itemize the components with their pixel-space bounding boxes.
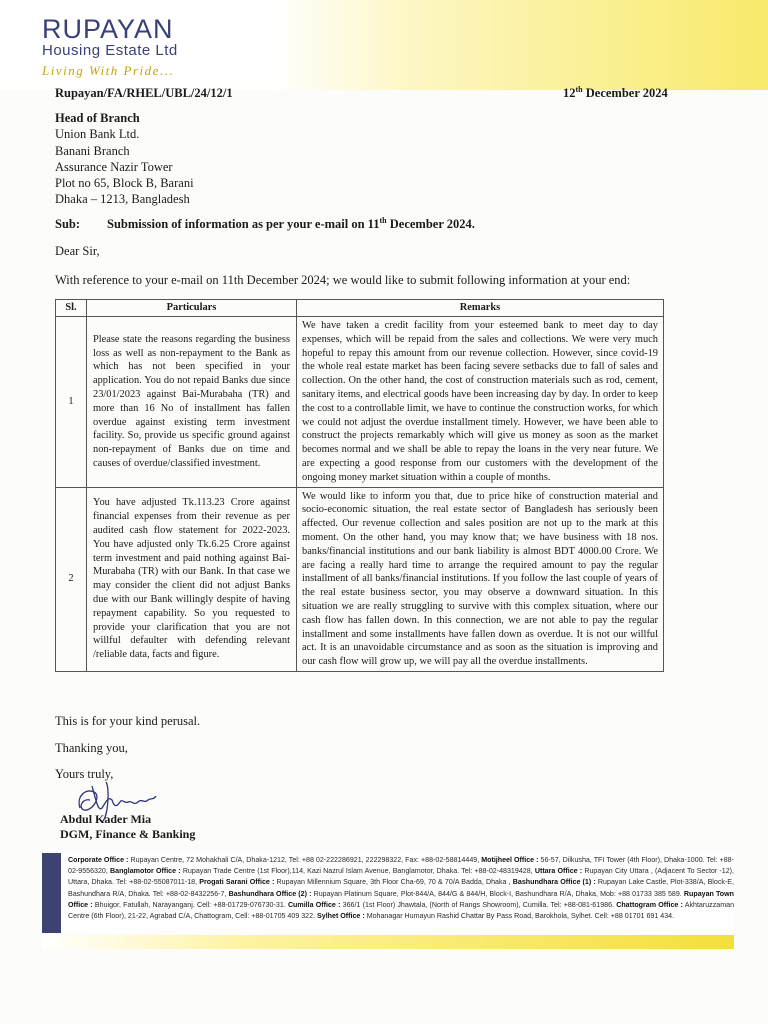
office-label: Uttara Office : xyxy=(534,867,583,876)
row-sl: 2 xyxy=(56,487,87,671)
table-row xyxy=(56,317,664,488)
office-label: Corporate Office : xyxy=(68,856,129,864)
office-label: Cumilla Office : xyxy=(287,900,341,909)
salutation: Dear Sir, xyxy=(55,244,100,258)
recipient-address xyxy=(55,110,194,208)
recipient-title: Head of Branch xyxy=(55,111,140,125)
table-row xyxy=(56,487,664,671)
closing-perusal: This is for your kind perusal. xyxy=(55,714,201,728)
office-text: Rupayan Centre, 72 Mohakhali C/A, Dhaka-1212, Tel: +88 02-222286921, 222298322, Fax: +88-02-58814449, xyxy=(128,856,482,864)
footer-yellow-band xyxy=(42,935,734,949)
office-label: Bashundhara Office (1) : xyxy=(512,878,596,887)
logo-tagline: Living With Pride... xyxy=(42,63,175,78)
footer-text xyxy=(68,855,734,922)
office-text: Rupayan Trade Centre (1st Floor),114, Kazi Nazrul Islam Avenue, Banglamotor, Dhaka. Tel: +88-02-48319428, xyxy=(180,867,535,876)
signer-name: Abdul Kader Mia xyxy=(60,812,152,826)
date-suffix: th xyxy=(575,85,583,94)
signer-title: DGM, Finance & Banking xyxy=(60,827,196,841)
office-text: Bhuigor, Fatullah, Narayanganj. Cell: +88-01729-076730-31. xyxy=(92,900,288,909)
address-line: Dhaka – 1213, Bangladesh xyxy=(55,192,190,207)
header-remarks: Remarks xyxy=(297,300,664,317)
office-label: Rupayan Town Office : xyxy=(68,889,734,909)
subject-line xyxy=(55,216,475,232)
subject-text: Submission of information as per your e-mail on 11 xyxy=(107,217,380,232)
footer-offices xyxy=(42,853,734,933)
office-text: Rupayan Millennium Square, 3th Floor Cha-69, 70 & 70/A Badda, Dhaka , xyxy=(274,878,513,887)
office-text: 366/1 (1st Floor) Jhawtala, (North of Rangs Showroom), Cumilla. Tel: +88-081-61986. xyxy=(340,900,617,909)
office-label: Progati Sarani Office : xyxy=(199,878,275,887)
closing-thanks: Thanking you, xyxy=(55,741,128,755)
footer-accent-bar xyxy=(42,853,61,933)
intro-paragraph: With reference to your e-mail on 11th December 2024; we would like to submit following information at your end: xyxy=(55,273,631,287)
office-text: 56-57, Dilkusha, TFI Tower (4th Floor), Dhaka-1000. Tel: +88-02-9556320, xyxy=(68,856,734,876)
logo-company-name: RUPAYAN xyxy=(42,14,174,44)
office-label: Banglamotor Office : xyxy=(110,867,181,876)
address-line: Assurance Nazir Tower xyxy=(55,159,173,174)
office-label: Sylhet Office : xyxy=(317,912,365,921)
logo-company-sub: Housing Estate Ltd xyxy=(42,42,178,59)
office-text: Rupayan City Uttara , (Adjacent To Sector -12), Uttara, Dhaka. Tel: +88-02-55087011-18, xyxy=(68,867,734,887)
subject-label: Sub: xyxy=(55,217,81,232)
row-remarks: We have taken a credit facility from your esteemed bank to meet day to day expenses, which will be repaid from the sales and collections. We were very much hopeful to repay this amount from our revenue collection. However, since covid-19 the whole real estate market has been facing severe setbacks due to fall of sales and collection. On the other hand, the cost of construction materials such as rod, cement, sanitary items, and electrical goods have been increasing day by day. In order to keep the cost to a controllable limit, we have to continue the construction works, for which we could not adjust the overdue installment timely. However, we have been able to construct the projects remarkably which will give us money as soon as the market becomes normal and we shall be able to repay the loans in the very near future. We are expecting a good response from our customers with the development of the ongoing money market situation within a couple of months. xyxy=(297,317,664,488)
company-logo xyxy=(42,16,178,79)
date-day: 12 xyxy=(563,86,576,101)
header-particulars: Particulars xyxy=(87,300,297,317)
signer-block xyxy=(60,812,195,842)
address-line: Plot no 65, Block B, Barani xyxy=(55,176,194,191)
office-label: Motijheel Office : xyxy=(481,856,539,864)
letter-date xyxy=(563,85,668,101)
subject-sup: th xyxy=(379,216,387,225)
subject-text-end: December 2024. xyxy=(386,217,475,232)
office-text: Mohanagar Humayun Rashid Chattar By Pass Road, Barokhola, Sylhet. Cell: +88 01701 691 434. xyxy=(364,912,675,921)
address-line: Union Bank Ltd. xyxy=(55,127,140,142)
row-sl: 1 xyxy=(56,317,87,488)
reference-number: Rupayan/FA/RHEL/UBL/24/12/1 xyxy=(55,86,233,100)
office-text: Rupayan Platinum Square, Plot-844/A, 844/G & 844/H, Block-I, Bashundhara R/A, Dhaka, Mob: +88 01733 385 589. xyxy=(311,889,684,898)
office-text: Rupayan Lake Castle, Plot-338/A, Block-E, Bashundhara R/A, Dhaka. Tel: +88-02-8432256-7, xyxy=(68,878,734,898)
row-particulars: Please state the reasons regarding the business loss as well as non-repayment to the Bank as which has not been specified in your application. You do not repaid Banks due since 23/01/2023 against Bai-Murabaha (TR) and more than 16 No of installment has fallen overdue against existing term investment facility. So, provide us specific ground against non-repayment of Banks due on time and causes of overdue/classified investment. xyxy=(87,317,297,488)
office-label: Bashundhara Office (2) : xyxy=(228,889,312,898)
date-rest: December 2024 xyxy=(582,86,668,101)
office-text: Akhtaruzzaman Centre (6th Floor), 21-22, Agrabad C/A, Chattogram, Cell: +88-01705 409 322. xyxy=(68,900,735,921)
row-remarks: We would like to inform you that, due to price hike of construction material and socio-economic situation, the real estate sector of Bangladesh has seriously been affected. Our revenue collection and sales position are not up to the mark at this moment. On the other hand, you may know that; we have business with 18 nos. banks/financial institutions and our bank liability is almost BDT 4000.00 Crore. We are facing a really hard time to arrange the required amount to pay the regular installment of all banks/financial institutions. If you follow the last couple of years of the real estate business sector, you may observe a downward situation. In this situation we are really struggling to survive with this complex situation, where our cash flow has fallen down. In this connection, we are not able to pay the regular installment and some installments have fallen down as overdue. It is not our willful act. It is an unavoidable circumstance and as soon as the situation is improving and our cash flow will grow up, we will pay all the overdue installments. xyxy=(297,487,664,671)
information-table xyxy=(55,299,664,672)
row-particulars: You have adjusted Tk.113.23 Crore against financial expenses from their revenue as per audited cash flow statement for 2022-2023. You have adjusted only Tk.6.25 Crore against term investment and paid nothing against Bai-Murabaha (TR) with our Bank. In that case we may consider the client did not adjust Banks due with our Bank willingly despite of having repayment capability. So you requested to provide your clarification that you are not willful defaulter with defending relevant /reliable data, facts and figure. xyxy=(87,487,297,671)
office-label: Chattogram Office : xyxy=(616,900,683,909)
table-header-row xyxy=(56,300,664,317)
header-sl: Sl. xyxy=(56,300,87,317)
closing-yours: Yours truly, xyxy=(55,767,114,781)
address-line: Banani Branch xyxy=(55,143,130,158)
